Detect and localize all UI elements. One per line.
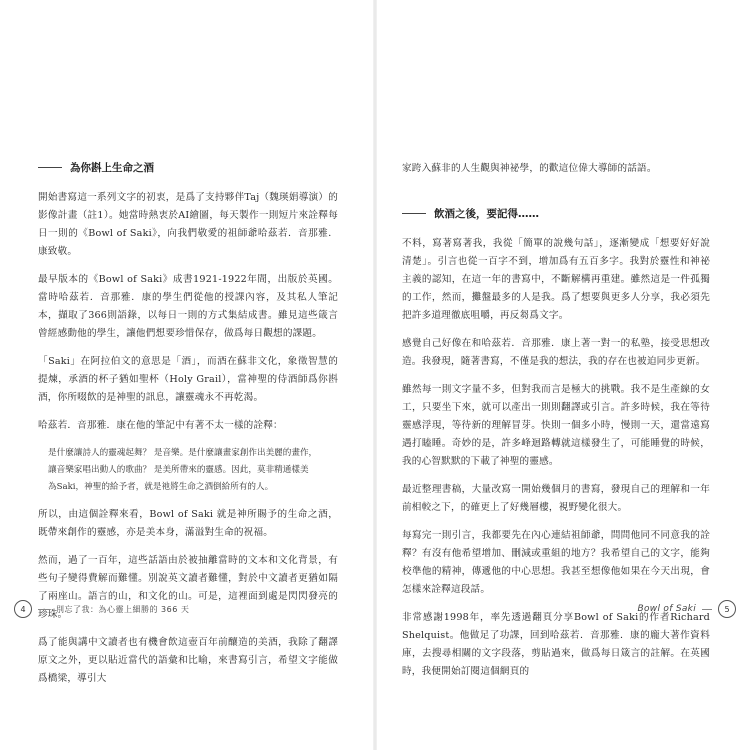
right-page: [375, 0, 750, 750]
paragraph: 開始書寫這一系列文字的初衷，是爲了支持夥伴Taj（魏瑛娟導演）的影像計畫（註1）。她當時熱衷於AI繪圖，每天製作一則短片來詮釋每日一則的《Bowl of Saki》，向我們敬愛的祖師爺哈茲若．音那雅．康致敬。: [38, 192, 338, 257]
paragraph: 所以，由這個詮釋來看，Bowl of Saki 就是神所賜予的生命之酒，既帶來創作的靈感，亦是美本身，滿溢對生命的祝福。: [38, 509, 338, 538]
quote-line: 是什麼讓詩人的靈魂起舞？ 是音樂。是什麼讓畫家創作出美麗的畫作，: [48, 448, 318, 458]
paragraph: 雖然每一則文字量不多，但對我而言是極大的挑戰。我不是生產線的女工，只要坐下來，就可以產出一則則翻譯或引言。許多時候，我在等待靈感浮現，等待新的理解冒芽。快則一個多小時，慢則一天，還當遠寫遇打瞌睡。奇妙的是，許多峰迴路轉就這樣發生了，可能睡覺的時候，我的心智默默的下載了神聖的靈感。: [402, 384, 710, 467]
right-footer: [638, 600, 736, 618]
page-number-right: 5: [718, 600, 736, 618]
quote-line: 為Saki，神聖的給予者，就是祂將生命之酒倒給所有的人。: [48, 482, 274, 492]
heading-rule: [402, 213, 426, 214]
section-heading-left: [38, 160, 338, 175]
section-heading-text: 飲酒之後，要記得……: [434, 208, 539, 220]
paragraph: 「Saki」在阿拉伯文的意思是「酒」，而酒在蘇非文化，象徵智慧的提煉，承酒的杯子猶如聖杯（Holy Grail），當神聖的侍酒師爲你斟酒，你所啜飲的是神聖的訊息，讓靈魂永不再乾渴。: [38, 356, 338, 403]
section-heading-right: [402, 206, 710, 221]
footer-rule: [38, 609, 50, 610]
block-quote: [48, 445, 338, 496]
section-heading-text: 為你斟上生命之酒: [70, 162, 154, 174]
running-title-left: 別忘了我：為心靈上細勝的 366 天: [56, 604, 190, 614]
page-number-left: 4: [14, 600, 32, 618]
footer-rule: [702, 609, 712, 610]
section-spacer: [402, 188, 710, 206]
paragraph: 哈茲若．音那雅．康在他的筆記中有著不太一樣的詮釋：: [38, 420, 283, 431]
paragraph: 感覺自己好像在和哈茲若．音那雅．康上著一對一的私塾，接受思想改造。我發現，隨著書寫，不僅是我的想法，我的存在也被迫同步更新。: [402, 338, 710, 367]
paragraph: 最近整理書稿，大量改寫一開始幾個月的書寫，發現自己的理解和一年前相較之下，的確更上了好幾層樓，視野變化很大。: [402, 484, 710, 513]
paragraph: 每寫完一則引言，我都要先在內心連結祖師爺，問問他同不同意我的詮釋？有沒有他希望增加、刪減或重組的地方？我希望自己的文字，能夠校準他的精神，傳遞他的中心思想。我甚至想像他如果在今天出現，會怎樣來詮釋這段話。: [402, 530, 710, 595]
quote-line: 讓音樂家唱出動人的歌曲？ 是美所帶來的靈感。因此，莫非精通樣美: [48, 465, 309, 475]
left-footer: [14, 600, 189, 618]
paragraph: 家跨入蘇非的人生觀與神祕學，的歡這位偉大導師的話語。: [402, 163, 657, 174]
paragraph: 最早版本的《Bowl of Saki》成書1921-1922年間，出版於英國。當時哈茲若．音那雅．康的學生們從他的授課內容，及其私人筆記本，擷取了366則語錄，以每日一則的方式集結成書。雖見這些箴言曾經感動他的學生，讓他們想要珍惜保存，做爲每日觀想的課題。: [38, 274, 338, 339]
paragraph: 不料，寫著寫著我，我從「簡單的說幾句話」，逐漸變成「想要好好說清楚」。引言也從一百字不到，增加爲有五百多字。我對於靈性和神祕主義的認知，在這一年的書寫中，不斷解構再重建。雖然這是一件孤獨的工作，然而，攤盤最多的人是我。爲了想要與更多人分享，我必須先把許多道理徹底咀嚼，再反芻爲文字。: [402, 238, 710, 321]
running-title-right: Bowl of Saki: [637, 604, 696, 614]
paragraph: 然而，過了一百年，這些話語由於被抽離當時的文本和文化背景，有些句子變得費解而難懂。別說英文讀者難懂，對於中文讀者更猶如隔了兩座山。語言的山，和文化的山。可是，這裡面到處是閃閃發亮的珍珠。: [38, 555, 338, 620]
paragraph: 爲了能與講中文讀者也有機會飲這壺百年前釀造的美酒，我除了翻譯原文之外，更以貼近當代的語彙和比喻，來書寫引言，希望文字能做爲橋梁，導引大: [38, 637, 338, 684]
paragraph: 非常感謝1998年，率先透過翻頁分享Bowl of Saki的作者Richard Shelquist。他做足了功課，回到哈茲若．音那雅．康的龐大著作資料庫，去搜尋相關的文字段落，剪貼過來，做爲每日箴言的註解。在英國時，我便開始訂閱這個網頁的: [402, 612, 710, 677]
heading-rule: [38, 167, 62, 168]
